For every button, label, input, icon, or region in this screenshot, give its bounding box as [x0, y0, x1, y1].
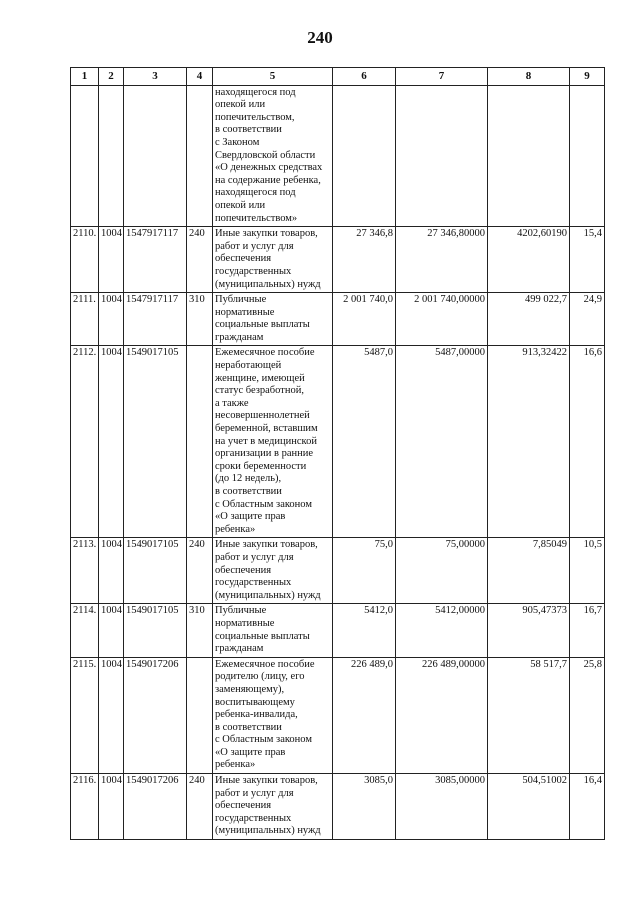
column-header-4: 4 [187, 68, 213, 86]
description-line: Иные закупки товаров, [215, 775, 318, 787]
description-line: Ежемесячное пособие [215, 347, 315, 359]
execution-percent: 16,4 [570, 774, 605, 840]
description-line: на учет в медицинской [215, 435, 317, 447]
table-row [71, 346, 605, 538]
planned-amount-precise: 3085,00000 [396, 774, 488, 840]
planned-amount: 75,0 [333, 538, 396, 604]
execution-percent: 24,9 [570, 293, 605, 346]
table-row [71, 293, 605, 346]
cell-empty [124, 85, 187, 227]
description-line: нормативные [215, 306, 275, 318]
cell-empty [71, 85, 99, 227]
description-line: «О защите прав [215, 746, 286, 758]
target-code: 1549017206 [124, 774, 187, 840]
table-row [71, 604, 605, 657]
description-line: ребенка-инвалида, [215, 709, 298, 721]
description-line: находящегося под [215, 187, 296, 199]
description [213, 293, 333, 346]
description-line: государственных [215, 577, 292, 589]
table-row [71, 657, 605, 773]
section-code: 1004 [99, 227, 124, 293]
planned-amount: 5412,0 [333, 604, 396, 657]
executed-amount: 58 517,7 [488, 657, 570, 773]
description-line: на содержание ребенка, [215, 174, 321, 186]
description-line: (муниципальных) нужд [215, 278, 321, 290]
description-line: неработающей [215, 360, 282, 372]
planned-amount: 2 001 740,0 [333, 293, 396, 346]
execution-percent: 10,5 [570, 538, 605, 604]
execution-percent: 16,7 [570, 604, 605, 657]
description-line: в соответствии [215, 486, 282, 497]
row-number: 2113. [71, 538, 99, 604]
cell-empty [99, 85, 124, 227]
description-line: а также [215, 397, 249, 409]
planned-amount: 27 346,8 [333, 227, 396, 293]
executed-amount: 7,85049 [488, 538, 570, 604]
target-code: 1547917117 [124, 293, 187, 346]
section-code: 1004 [99, 657, 124, 773]
expense-type: 240 [187, 774, 213, 840]
description [213, 227, 333, 293]
description-line: социальные выплаты [215, 319, 310, 331]
table-row [71, 774, 605, 840]
continuation-description [213, 85, 333, 227]
description [213, 604, 333, 657]
description-line: с Законом [215, 136, 260, 148]
description-line: статус безработной, [215, 385, 304, 397]
execution-percent: 16,6 [570, 346, 605, 538]
description-line: Иные закупки товаров, [215, 228, 318, 240]
row-number: 2110. [71, 227, 99, 293]
column-header-9: 9 [570, 68, 605, 86]
description-line: социальные выплаты [215, 630, 310, 642]
column-header-2: 2 [99, 68, 124, 86]
planned-amount-precise: 226 489,00000 [396, 657, 488, 773]
description-line: (муниципальных) нужд [215, 589, 321, 601]
executed-amount: 499 022,7 [488, 293, 570, 346]
table-row [71, 227, 605, 293]
column-header-6: 6 [333, 68, 396, 86]
description-line: Свердловской области [215, 149, 316, 161]
description-line: воспитывающему [215, 696, 295, 708]
planned-amount-precise: 27 346,80000 [396, 227, 488, 293]
planned-amount: 3085,0 [333, 774, 396, 840]
description-line: «О защите прав [215, 511, 286, 523]
description-line: попечительством, [215, 111, 295, 123]
description-line: родителю (лицу, его [215, 671, 305, 683]
description-line: Ежемесячное пособие [215, 658, 315, 670]
expense-type: 310 [187, 604, 213, 657]
cell-empty [333, 85, 396, 227]
description-line: ребенка» [215, 523, 256, 535]
description [213, 774, 333, 840]
column-header-7: 7 [396, 68, 488, 86]
description-line: (муниципальных) нужд [215, 825, 321, 837]
row-number: 2112. [71, 346, 99, 538]
section-code: 1004 [99, 538, 124, 604]
description-line: Публичные [215, 605, 267, 617]
description [213, 346, 333, 538]
planned-amount: 226 489,0 [333, 657, 396, 773]
description [213, 538, 333, 604]
description-line: находящегося под [215, 86, 296, 98]
planned-amount-precise: 75,00000 [396, 538, 488, 604]
planned-amount: 5487,0 [333, 346, 396, 538]
description-line: с Областным законом [215, 498, 312, 510]
execution-percent: 25,8 [570, 657, 605, 773]
row-number: 2116. [71, 774, 99, 840]
description-line: с Областным законом [215, 734, 312, 746]
target-code: 1549017105 [124, 346, 187, 538]
description-line: женщине, имеющей [215, 372, 305, 384]
description-line: работ и услуг для [215, 787, 294, 799]
description-line: опекой или [215, 99, 266, 111]
cell-empty [488, 85, 570, 227]
description-line: несовершеннолетней [215, 410, 310, 422]
cell-empty [187, 85, 213, 227]
expense-type [187, 657, 213, 773]
continuation-row [71, 85, 605, 227]
description-line: сроки беременности [215, 460, 307, 472]
description-line: в соответствии [215, 721, 282, 733]
description-line: обеспечения [215, 253, 272, 265]
description-line: в соответствии [215, 124, 282, 136]
cell-empty [396, 85, 488, 227]
target-code: 1549017105 [124, 604, 187, 657]
target-code: 1549017105 [124, 538, 187, 604]
executed-amount: 913,32422 [488, 346, 570, 538]
planned-amount-precise: 5487,00000 [396, 346, 488, 538]
executed-amount: 4202,60190 [488, 227, 570, 293]
description-line: (до 12 недель), [215, 473, 282, 485]
description-line: работ и услуг для [215, 551, 294, 563]
description-line: организации в ранние [215, 448, 314, 460]
description-line: «О денежных средствах [215, 162, 323, 174]
description-line: государственных [215, 812, 292, 824]
execution-percent: 15,4 [570, 227, 605, 293]
column-header-1: 1 [71, 68, 99, 86]
expense-type: 240 [187, 538, 213, 604]
description-line: опекой или [215, 199, 266, 211]
description-line: ребенка» [215, 759, 256, 771]
description-line: работ и услуг для [215, 240, 294, 252]
description-line: попечительством» [215, 212, 298, 224]
description-line: государственных [215, 265, 292, 277]
description-line: Публичные [215, 294, 267, 306]
description-line: беременной, вставшим [215, 423, 318, 435]
target-code: 1549017206 [124, 657, 187, 773]
section-code: 1004 [99, 293, 124, 346]
section-code: 1004 [99, 604, 124, 657]
executed-amount: 504,51002 [488, 774, 570, 840]
section-code: 1004 [99, 774, 124, 840]
description-line: обеспечения [215, 800, 272, 812]
executed-amount: 905,47373 [488, 604, 570, 657]
column-header-3: 3 [124, 68, 187, 86]
expense-type: 240 [187, 227, 213, 293]
description-line: нормативные [215, 617, 275, 629]
planned-amount-precise: 5412,00000 [396, 604, 488, 657]
description-line: заменяющему), [215, 683, 285, 695]
expense-type: 310 [187, 293, 213, 346]
budget-table [70, 67, 605, 840]
row-number: 2111. [71, 293, 99, 346]
description-line: гражданам [215, 331, 264, 343]
expense-type [187, 346, 213, 538]
header-row [71, 68, 605, 86]
cell-empty [570, 85, 605, 227]
table-row [71, 538, 605, 604]
description-line: Иные закупки товаров, [215, 539, 318, 551]
section-code: 1004 [99, 346, 124, 538]
planned-amount-precise: 2 001 740,00000 [396, 293, 488, 346]
column-header-8: 8 [488, 68, 570, 86]
description-line: обеспечения [215, 564, 272, 576]
row-number: 2115. [71, 657, 99, 773]
column-header-5: 5 [213, 68, 333, 86]
description [213, 657, 333, 773]
target-code: 1547917117 [124, 227, 187, 293]
page-number: 240 [307, 28, 333, 47]
description-line: гражданам [215, 643, 264, 655]
row-number: 2114. [71, 604, 99, 657]
